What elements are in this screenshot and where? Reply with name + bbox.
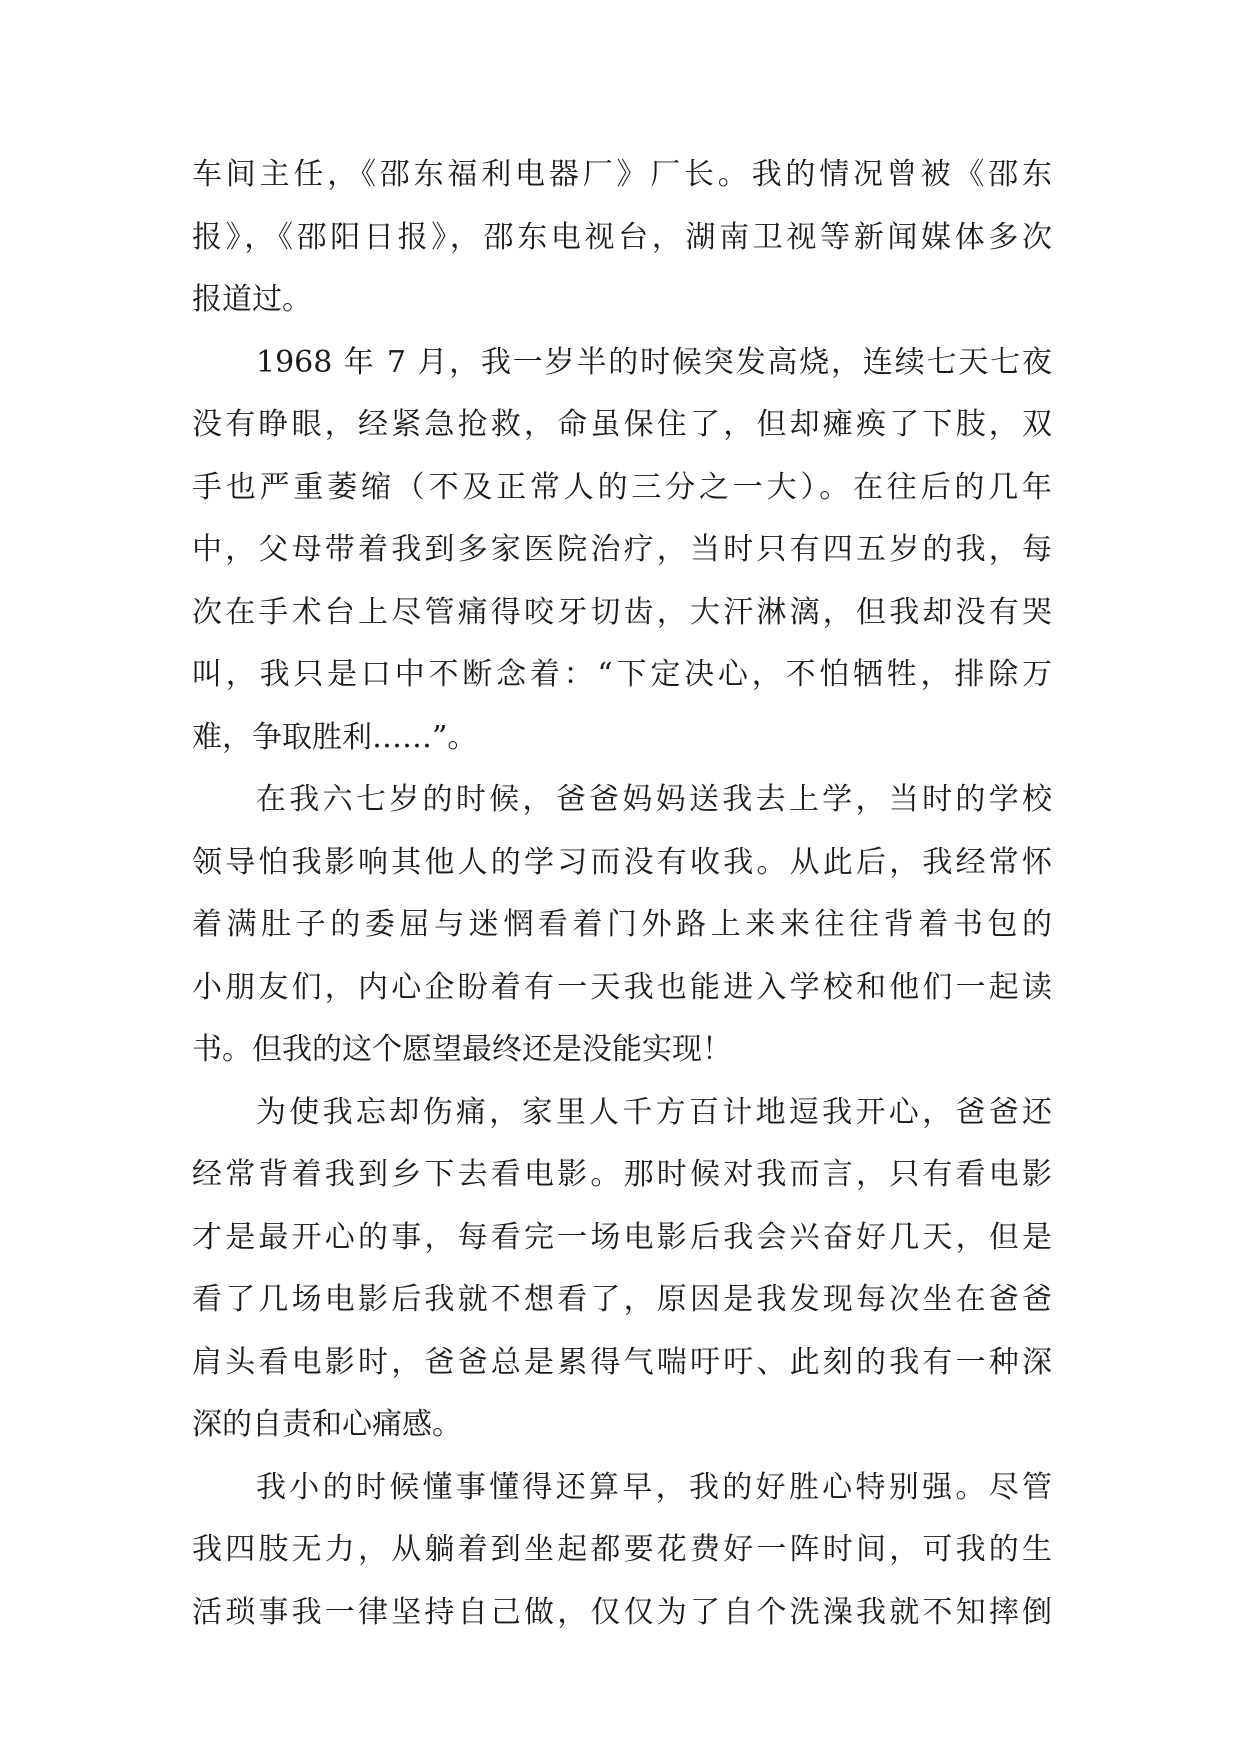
text-line: 手也严重萎缩（不及正常人的三分之一大）。在往后的几年 — [192, 469, 1052, 505]
text-line: 才是最开心的事，每看完一场电影后我会兴奋好几天，但是 — [192, 1219, 1052, 1255]
text-line: 肩头看电影时，爸爸总是累得气喘吁吁、此刻的我有一种深 — [192, 1344, 1052, 1380]
text-line: 我小的时候懂事懂得还算早，我的好胜心特别强。尽管 — [256, 1469, 1052, 1505]
text-line: 难，争取胜利……”。 — [192, 719, 478, 755]
text-line: 车间主任，《邵东福利电器厂》厂长。我的情况曾被《邵东 — [192, 157, 1052, 192]
text-line: 经常背着我到乡下去看电影。那时候对我而言，只有看电影 — [192, 1157, 1052, 1192]
text-line: 活琐事我一律坚持自己做，仅仅为了自个洗澡我就不知摔倒 — [192, 1594, 1052, 1630]
text-line: 小朋友们，内心企盼着有一天我也能进入学校和他们一起读 — [192, 969, 1052, 1005]
text-line: 1968 年 7 月，我一岁半的时候突发高烧，连续七天七夜 — [256, 344, 1052, 380]
text-line: 看了几场电影后我就不想看了，原因是我发现每次坐在爸爸 — [192, 1282, 1052, 1317]
text-line: 次在手术台上尽管痛得咬牙切齿，大汗淋漓，但我却没有哭 — [192, 594, 1052, 630]
text-line: 书。但我的这个愿望最终还是没能实现！ — [192, 1032, 732, 1067]
text-line: 报》，《邵阳日报》，邵东电视台，湖南卫视等新闻媒体多次 — [192, 219, 1052, 255]
text-line: 报道过。 — [192, 282, 312, 317]
text-line: 领导怕我影响其他人的学习而没有收我。从此后，我经常怀 — [192, 844, 1052, 880]
text-line: 深的自责和心痛感。 — [192, 1407, 462, 1442]
text-line: 我四肢无力，从躺着到坐起都要花费好一阵时间，可我的生 — [192, 1532, 1052, 1567]
text-line: 为使我忘却伤痛，家里人千方百计地逗我开心，爸爸还 — [256, 1094, 1052, 1130]
text-line: 中，父母带着我到多家医院治疗，当时只有四五岁的我，每 — [192, 532, 1052, 567]
text-line: 叫，我只是口中不断念着：“下定决心，不怕牺牲，排除万 — [192, 657, 1052, 692]
text-line: 在我六七岁的时候，爸爸妈妈送我去上学，当时的学校 — [256, 782, 1052, 817]
text-line: 着满肚子的委屈与迷惘看着门外路上来来往往背着书包的 — [192, 907, 1052, 942]
text-line: 没有睁眼，经紧急抢救，命虽保住了，但却瘫痪了下肢，双 — [192, 407, 1052, 442]
body-text — [192, 144, 1052, 1644]
